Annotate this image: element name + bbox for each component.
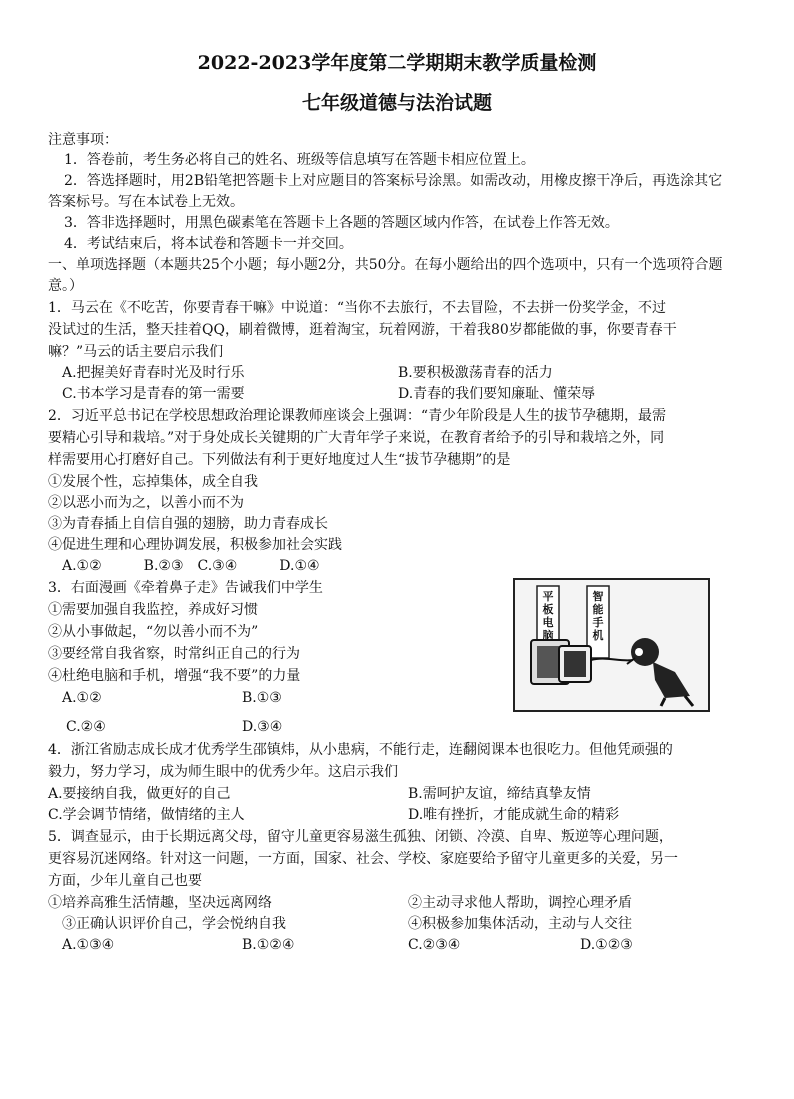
- q4-option-c: C.学会调节情绪，做情绪的主人: [48, 807, 245, 823]
- q2-choices: A.①② B.②③ C.③④ D.①④: [62, 558, 320, 574]
- q5-stem-3: 方面，少年儿童自己也要: [48, 873, 202, 889]
- q3-item-4: ④杜绝电脑和手机，增强“我不要”的力量: [48, 668, 301, 684]
- q5-option-b: B.①②④: [242, 937, 295, 953]
- q5-item-3: ③正确认识评价自己，学会悦纳自我: [62, 916, 286, 932]
- note-2: 2．答选择题时，用2B铅笔把答题卡上对应题目的答案标号涂黑。如需改动，用橡皮擦干净后，再选涂其它: [64, 173, 723, 189]
- q1-option-c: C.书本学习是青春的第一需要: [62, 386, 245, 402]
- q4-option-b: B.需呵护友谊，缔结真挚友情: [408, 786, 591, 802]
- section-heading-cont: 意。）: [48, 278, 83, 294]
- exam-title: 2022-2023学年度第二学期期末教学质量检测: [197, 52, 597, 74]
- q2-stem-3: 样需要用心打磨好自己。下列做法有利于更好地度过人生“拔节孕穗期”的是: [48, 452, 511, 468]
- q2-stem: 2．习近平总书记在学校思想政治理论课教师座谈会上强调：“青少年阶段是人生的拔节孕穗期，最需: [48, 408, 667, 424]
- note-4: 4．考试结束后，将本试卷和答题卡一并交回。: [64, 236, 353, 252]
- q3-stem: 3．右面漫画《牵着鼻子走》告诫我们中学生: [48, 580, 323, 596]
- q2-item-1: ①发展个性，忘掉集体，成全自我: [48, 474, 258, 490]
- q3-item-1: ①需要加强自我监控，养成好习惯: [48, 602, 258, 618]
- cartoon-image: [513, 578, 710, 712]
- q1-option-d: D.青春的我们要知廉耻、懂荣辱: [398, 386, 596, 402]
- q5-stem-2: 更容易沉迷网络。针对这一问题，一方面，国家、社会、学校、家庭要给予留守儿童更多的关爱，另一: [48, 851, 678, 867]
- q3-option-b: B.①③: [242, 690, 282, 706]
- q1-option-a: A.把握美好青春时光及时行乐: [62, 365, 245, 381]
- notes-header: 注意事项：: [48, 132, 118, 148]
- q5-item-1: ①培养高雅生活情趣，坚决远离网络: [48, 895, 272, 911]
- q4-stem-2: 毅力，努力学习，成为师生眼中的优秀少年。这启示我们: [48, 764, 398, 780]
- q4-option-a: A.要接纳自我，做更好的自己: [48, 786, 231, 802]
- q5-stem: 5．调查显示，由于长期远离父母，留守儿童更容易滋生孤独、闭锁、冷漠、自卑、叛逆等心理问题，: [48, 829, 673, 845]
- q5-option-c: C.②③④: [408, 937, 461, 953]
- q3-item-3: ③要经常自我省察，时常纠正自己的行为: [48, 646, 300, 662]
- q3-option-a: A.①②: [62, 690, 102, 706]
- section-heading: 一、单项选择题（本题共25个小题；每小题2分，共50分。在每小题给出的四个选项中，只有一个选项符合题: [48, 257, 723, 273]
- q1-stem-3: 嘛？”马云的话主要启示我们: [48, 344, 224, 360]
- q3-item-2: ②从小事做起，“勿以善小而不为”: [48, 624, 259, 640]
- q5-item-4: ④积极参加集体活动，主动与人交往: [408, 916, 632, 932]
- q2-stem-2: 要精心引导和栽培。”对于身处成长关键期的广大青年学子来说，在教育者给予的引导和栽培之外，同: [48, 430, 665, 446]
- note-2-cont: 答案标号。写在本试卷上无效。: [48, 194, 244, 210]
- q2-item-4: ④促进生理和心理协调发展，积极参加社会实践: [48, 537, 342, 553]
- q5-item-2: ②主动寻求他人帮助，调控心理矛盾: [408, 895, 632, 911]
- q1-option-b: B.要积极激荡青春的活力: [398, 365, 553, 381]
- note-3: 3．答非选择题时，用黑色碳素笔在答题卡上各题的答题区域内作答，在试卷上作答无效。: [64, 215, 619, 231]
- q3-option-d: D.③④: [242, 719, 283, 735]
- q1-stem-2: 没试过的生活，整天挂着QQ，刷着微博，逛着淘宝，玩着网游，干着我80岁都能做的事，你要青春干: [48, 322, 677, 338]
- exam-subtitle: 七年级道德与法治试题: [301, 92, 492, 114]
- q1-stem: 1．马云在《不吃苦，你要青春干嘛》中说道：“当你不去旅行，不去冒险，不去拼一份奖学金，不过: [48, 300, 667, 316]
- q5-option-a: A.①③④: [62, 937, 115, 953]
- q5-option-d: D.①②③: [580, 937, 633, 953]
- q2-item-2: ②以恶小而为之，以善小而不为: [48, 495, 244, 511]
- q4-option-d: D.唯有挫折，才能成就生命的精彩: [408, 807, 620, 823]
- q2-item-3: ③为青春插上自信自强的翅膀，助力青春成长: [48, 516, 328, 532]
- cartoon-label-phone: 智能手机: [592, 590, 604, 642]
- q3-option-c: C.②④: [66, 719, 106, 735]
- cartoon-label-tablet: 平板电脑: [542, 590, 554, 642]
- q4-stem: 4．浙江省励志成长成才优秀学生邵镇炜，从小患病，不能行走，连翻阅课本也很吃力。但他凭顽强的: [48, 742, 673, 758]
- note-1: 1．答卷前，考生务必将自己的姓名、班级等信息填写在答题卡相应位置上。: [64, 152, 535, 168]
